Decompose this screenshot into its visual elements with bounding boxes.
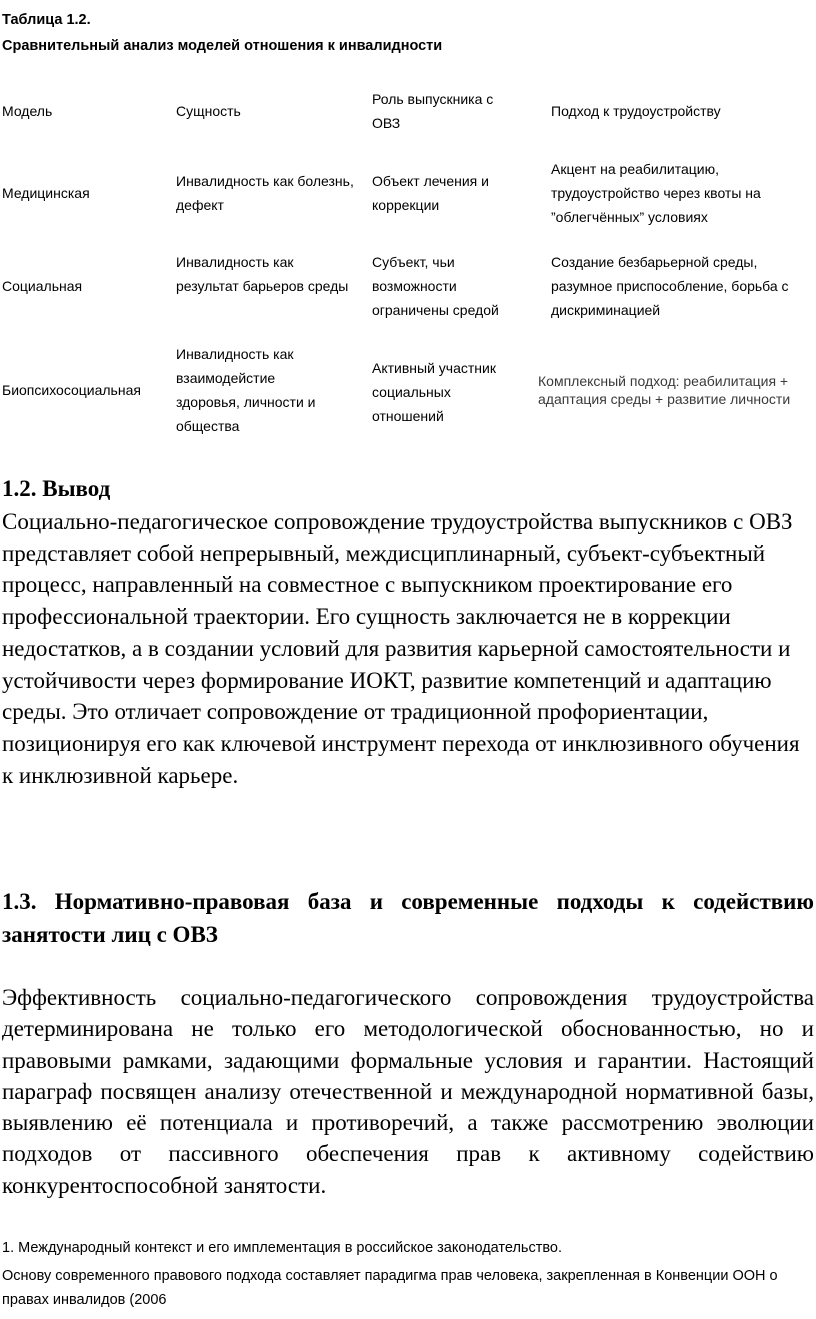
- subsection-1-heading: 1. Международный контекст и его имплементация в российское законодательство.: [2, 1240, 563, 1256]
- table-row-biopsychosocial-essence: Инвалидность как взаимодейстие здоровья, личности и общества: [176, 346, 316, 434]
- table-row-medical-model: Медицинская: [2, 185, 90, 201]
- table-header-model: Модель: [2, 103, 53, 119]
- table-row-social-model: Социальная: [2, 278, 83, 294]
- table-caption-title: Сравнительный анализ моделей отношения к инвалидности: [2, 38, 443, 54]
- table-row-social-role: Субъект, чьи возможности ограничены средой: [372, 254, 499, 318]
- table-header-essence: Сущность: [176, 103, 241, 119]
- table-row-biopsychosocial-role: Активный участник социальных отношений: [372, 360, 496, 424]
- table-row-medical-essence: Инвалидность как болезнь, дефект: [176, 173, 354, 213]
- table-row-biopsychosocial-approach: Комплексный подход: реабилитация + адаптация среды + развитие личности: [538, 373, 791, 407]
- table-header-approach: Подход к трудоустройству: [551, 103, 721, 119]
- table-row-medical-role: Объект лечения и коррекции: [372, 173, 489, 213]
- table-row-social-essence: Инвалидность как результат барьеров среды: [176, 254, 349, 294]
- section-1-2-paragraph: Социально-педагогическое сопровождение трудоустройства выпускников с ОВЗ представляет собой непрерывный, междисциплинарный, субъект-субъектный процесс, направленный на совместное с выпускником проектирование его профессиональной траектории. Его сущность заключается не в коррекции недостатков, а в создании условий для развития карьерной самостоятельности и устойчивости через формирование ИОКТ, развитие компетенций и адаптацию среды. Это отличает сопровождение от традиционной профориентации, позиционируя его как ключевой инструмент перехода от инклюзивного обучения к инклюзивной карьере.: [2, 509, 800, 788]
- section-1-2-heading: 1.2. Вывод: [2, 476, 111, 501]
- table-caption-number: Таблица 1.2.: [2, 12, 91, 28]
- section-1-3-paragraph: Эффективность социально-педагогического сопровождения трудоустройства детерминирована не только его методологической обоснованностью, но и правовыми рамками, задающими формальные условия и гарантии. Настоящий параграф посвящен анализу отечественной и международной нормативной базы, выявлению её потенциала и противоречий, а также рассмотрению эволюции подходов от пассивного обеспечения прав к активному содействию конкурентоспособной занятости.: [2, 985, 814, 1198]
- table-row-medical-approach: Акцент на реабилитацию, трудоустройство через квоты на ”облегчённых” условиях: [551, 161, 761, 225]
- subsection-1-text: Основу современного правового подхода составляет парадигма прав человека, закрепленная в Конвенции ООН о правах инвалидов (2006: [2, 1268, 778, 1308]
- table-row-biopsychosocial-model: Биопсихосоциальная: [2, 382, 141, 398]
- section-1-3-heading: 1.3. Нормативно-правовая база и современные подходы к содействию занятости лиц с ОВЗ: [2, 889, 814, 947]
- table-row-social-approach: Создание безбарьерной среды, разумное приспособление, борьба с дискриминацией: [551, 254, 789, 318]
- table-header-role: Роль выпускника с ОВЗ: [372, 91, 494, 131]
